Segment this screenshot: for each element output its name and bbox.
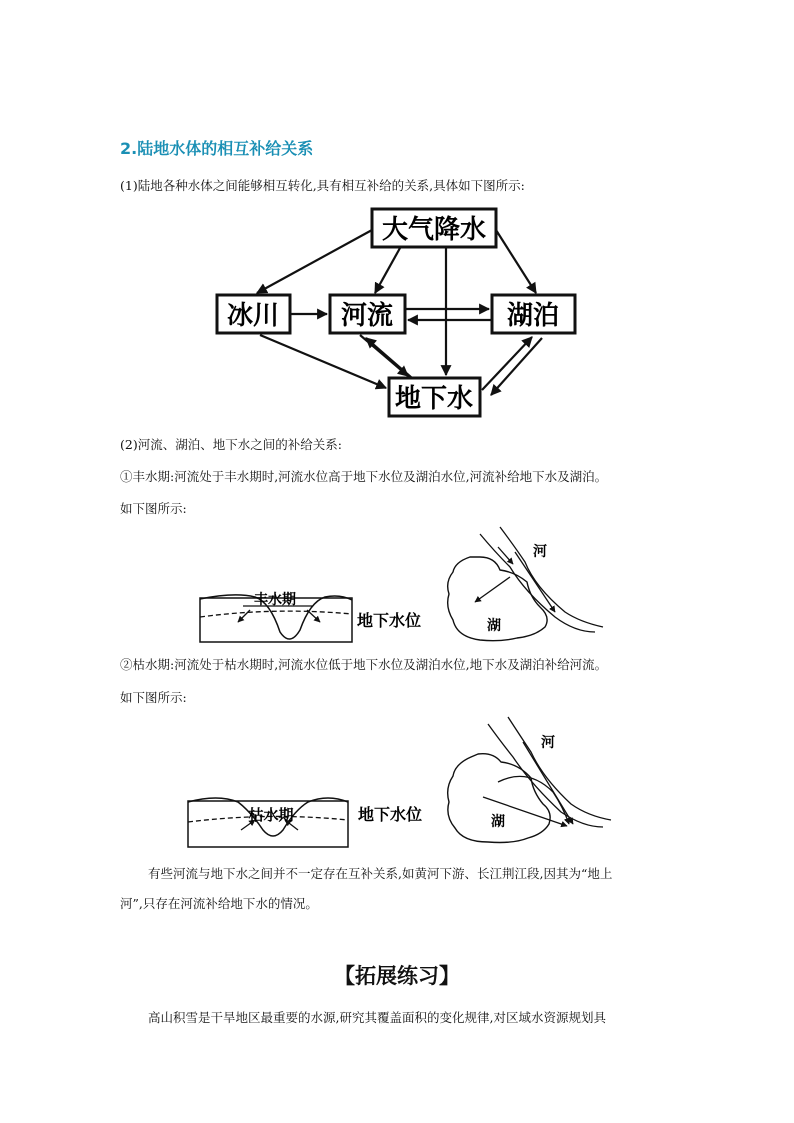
node-precip-label: 大气降水 bbox=[381, 215, 487, 245]
node-river-label: 河流 bbox=[340, 301, 394, 331]
flood-river-to-lake-arrow bbox=[475, 577, 510, 602]
node-glacier-label: 冰川 bbox=[226, 301, 280, 331]
paragraph-note-line1: 有些河流与地下水之间并不一定存在互补关系,如黄河下游、长江荆江段,因其为“地上 bbox=[148, 866, 613, 881]
arrow-glacier-to-groundwater bbox=[260, 335, 386, 388]
flood-period-label: 丰水期 bbox=[254, 592, 296, 608]
arrow-precip-to-glacier bbox=[257, 230, 372, 293]
flood-period-figure bbox=[195, 522, 615, 657]
paragraph-exercise-intro: 高山积雪是干旱地区最重要的水源,研究其覆盖面积的变化规律,对区域水资源规划具 bbox=[148, 1010, 606, 1025]
dry-river-bank-right bbox=[508, 717, 611, 820]
arrow-precip-to-river bbox=[375, 248, 400, 293]
flood-groundwater-label: 地下水位 bbox=[357, 611, 422, 630]
dry-groundwater-label: 地下水位 bbox=[358, 805, 423, 824]
water-cycle-diagram bbox=[200, 200, 600, 425]
arrow-groundwater-to-lake bbox=[482, 337, 532, 390]
flood-river-bank-right bbox=[500, 527, 603, 627]
arrow-lake-to-groundwater bbox=[491, 338, 542, 395]
section-title: 2.陆地水体的相互补给关系 bbox=[120, 139, 314, 158]
paragraph-note-line2: 河”,只存在河流补给地下水的情况。 bbox=[120, 896, 318, 911]
dry-period-figure bbox=[183, 712, 613, 857]
dry-lake-label: 湖 bbox=[491, 814, 505, 830]
dry-flow-arrow bbox=[523, 742, 573, 824]
exercise-heading: 【拓展练习】 bbox=[334, 964, 460, 988]
flood-seepage-arrow-left bbox=[238, 610, 250, 622]
paragraph-flood-see-figure: 如下图所示: bbox=[120, 501, 187, 516]
flood-flow-arrow-1 bbox=[498, 547, 513, 564]
node-lake-label: 湖泊 bbox=[506, 301, 560, 331]
paragraph-dry-see-figure: 如下图所示: bbox=[120, 690, 187, 705]
paragraph-relations: (2)河流、湖泊、地下水之间的补给关系: bbox=[120, 437, 342, 452]
node-groundwater-label: 地下水 bbox=[394, 384, 474, 414]
arrow-groundwater-to-river bbox=[366, 338, 412, 378]
paragraph-flood-period: ①丰水期:河流处于丰水期时,河流水位高于地下水位及湖泊水位,河流补给地下水及湖泊。 bbox=[120, 469, 608, 484]
flood-river-label: 河 bbox=[533, 544, 547, 560]
flood-groundwater-dashed-line bbox=[200, 611, 352, 617]
arrow-precip-to-lake bbox=[496, 230, 536, 293]
paragraph-dry-period: ②枯水期:河流处于枯水期时,河流水位低于地下水位及湖泊水位,地下水及湖泊补给河流。 bbox=[120, 657, 608, 672]
paragraph-intro: (1)陆地各种水体之间能够相互转化,具有相互补给的关系,具体如下图所示: bbox=[120, 178, 525, 193]
flood-lake-label: 湖 bbox=[487, 618, 501, 634]
dry-river-label: 河 bbox=[541, 735, 555, 751]
arrow-river-to-groundwater bbox=[360, 335, 408, 376]
dry-period-label: 枯水期 bbox=[248, 806, 294, 824]
